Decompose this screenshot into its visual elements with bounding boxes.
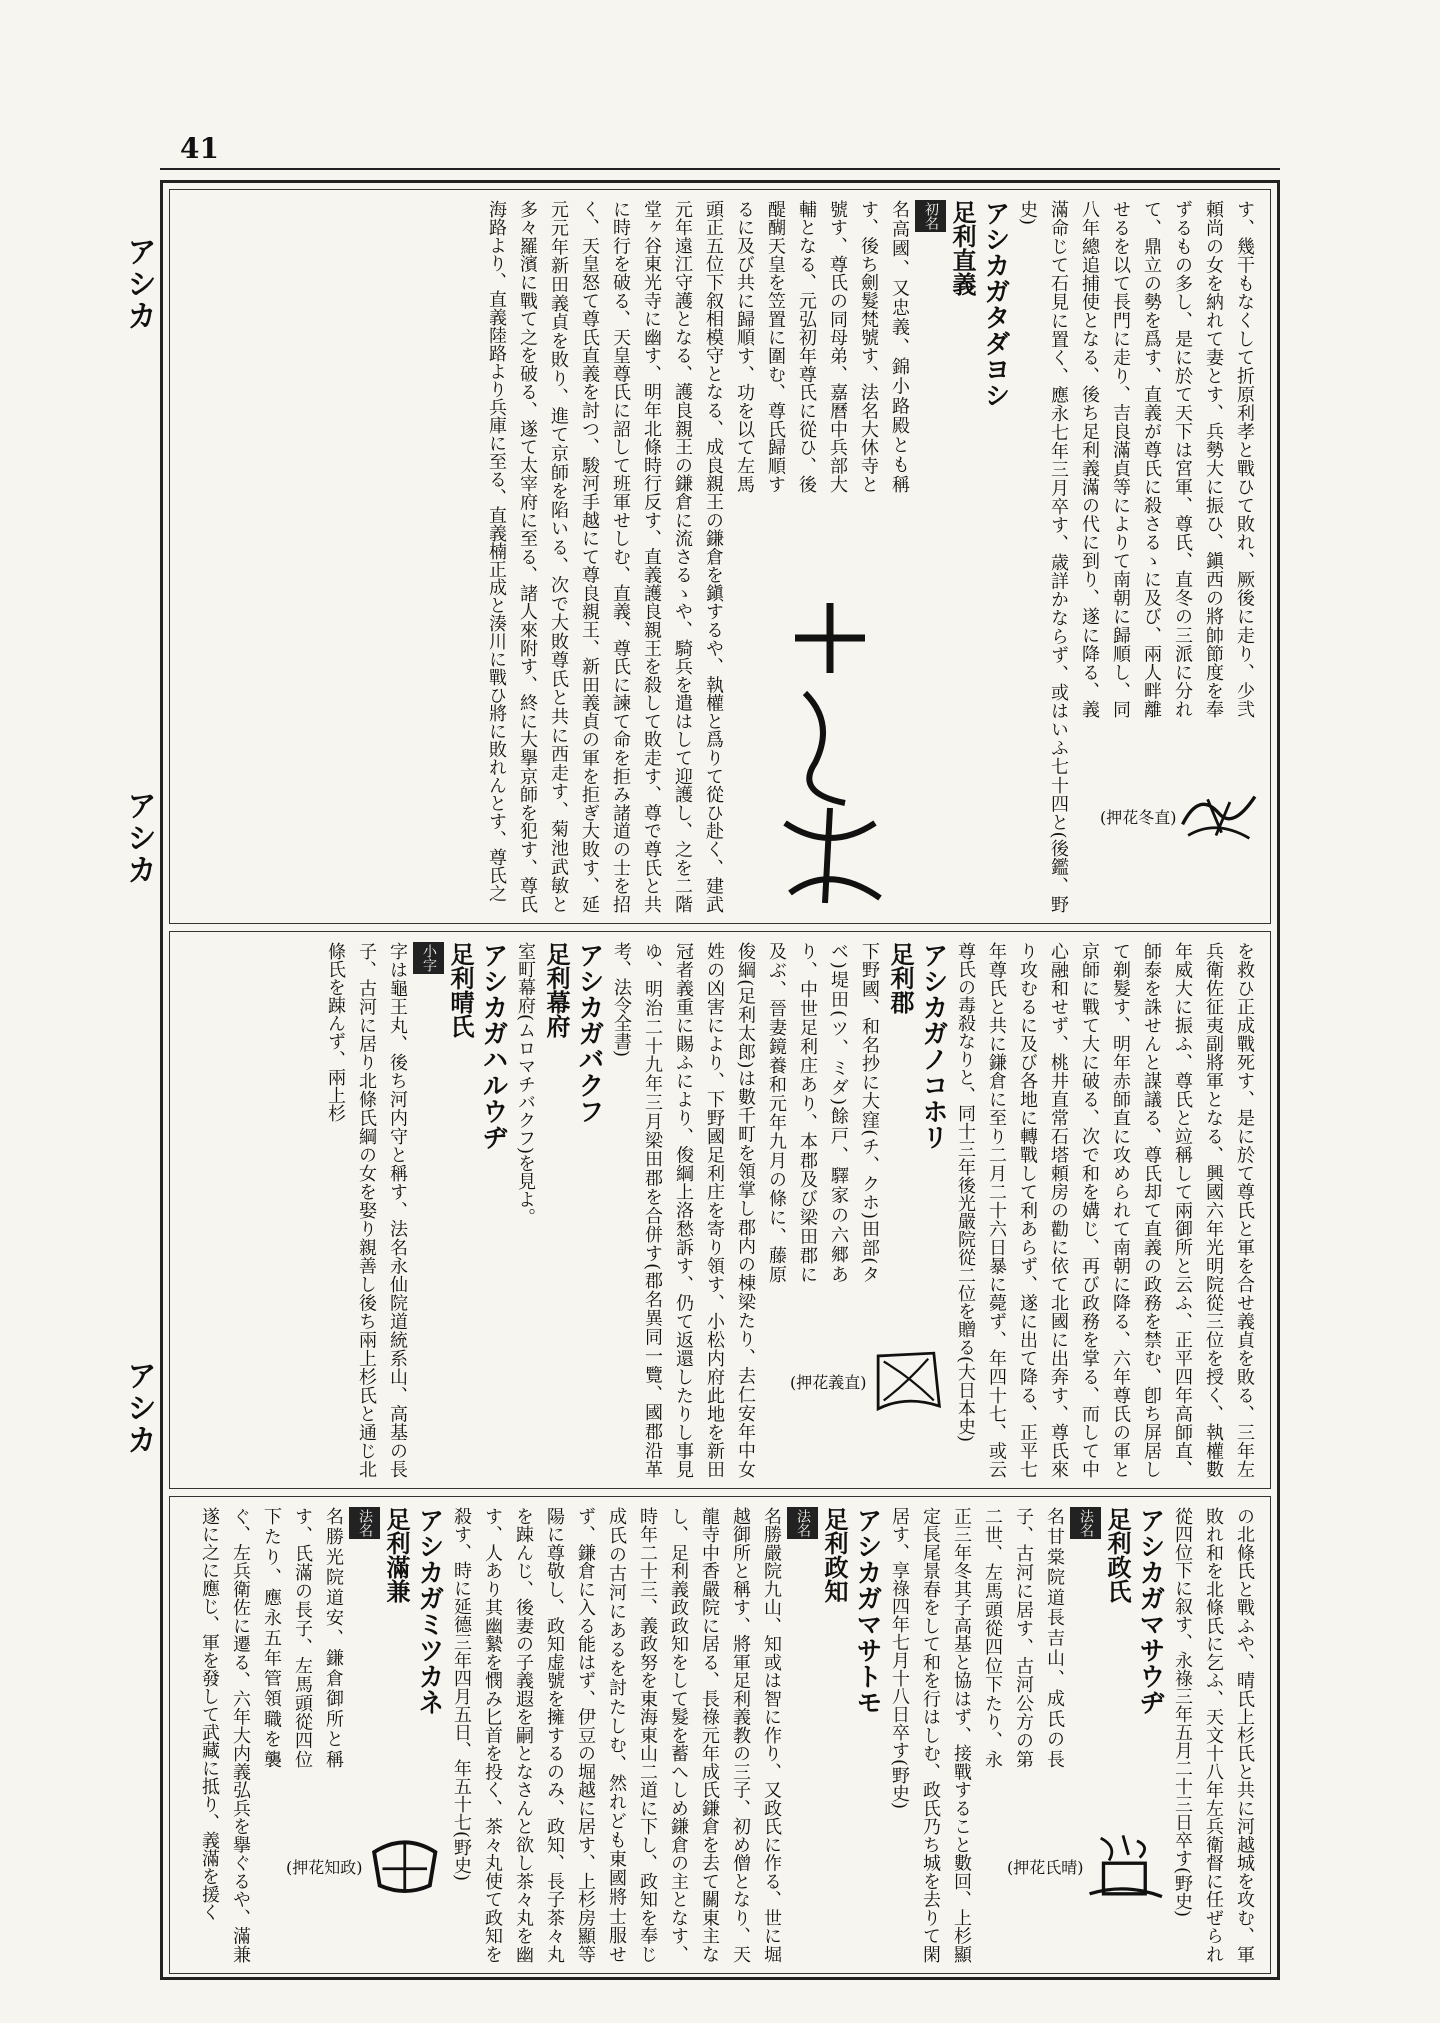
seal-masatomo [286,1778,446,1953]
paragraph: の北條氏と戰ふや、晴氏上杉氏と共に河越城を攻む、軍敗れ和を北條氏に乞ふ、天文十八年左兵衛督に任ぜられ從四位下に叙す、永祿三年五月二十三日卒す(野史) [1172,1507,1255,1963]
entry-tag-line [787,1507,819,1963]
seal-naofuyu [1100,728,1260,903]
entry-tag: 初名 [915,200,946,232]
entry-name: 足利滿兼 [382,1507,411,1603]
calligraphy-icon [755,593,905,913]
seal-caption: (押花氏晴) [1007,1858,1084,1877]
entry-name: 足利政氏 [1103,1507,1132,1603]
entry-tag: 法名 [787,1507,818,1539]
entry-tag-line [915,200,947,913]
paragraph: 下野國、和名抄に大窪(チ、クホ)田部(タベ)堤田(ツ、ミダ)餘戸、驛家の六郷あり、中世足利庄あり、本郡及び梁田郡に及ぶ、晉妻鏡養和元年九月の條に、藤原俊綱(足利太郎)は數千町を領掌し郡内の棟梁たり、去仁安年中女姓の凶害により、下野國足利庄を寄り領す、小松内府此地を新田冠者義重に賜ふにより、俊綱上洛愁訴す、仍て返還したりし事見ゆ、明治二十九年三月梁田郡を合併す(郡名異同一覽、國郡沿革考、法令全書) [611,942,880,1478]
entry-heading: アシカガバクフ [574,942,604,1124]
kao-signature-icon [867,1316,951,1446]
band-middle-text [180,942,1260,1478]
entry-tag: 法名 [349,1507,380,1539]
side-label-2: アシカ [121,790,156,886]
band-middle [169,931,1271,1489]
band-bottom-text [180,1507,1260,1963]
entry-heading: アシカガハルウヂ [478,942,508,1150]
entry-name: 足利郡 [886,942,915,1014]
kao-signature-icon [1084,1801,1168,1931]
paragraph: 字は龜王丸、後ち河内守と稱す、法名永仙院道統系山、高基の長子、古河に居り北條氏綱の女を娶り親善し後ち兩上杉氏と通じ北條氏を踈んず、兩上杉 [325,942,408,1478]
page-number: 41 [180,132,219,165]
entry-tag: 法名 [1070,1507,1101,1539]
seal-caption: (押花知政) [286,1858,363,1877]
seal-caption: (押花冬直) [1100,808,1177,827]
paragraph: を救ひ正成戰死す、是に於て尊氏と軍を合せ義貞を敗る、三年左兵衛佐征夷副將軍となる、興國六年光明院從三位を授く、執權數年威大に振ふ、尊氏と竝稱して兩御所と云ふ、正平四年高師直、師泰を誅せんと謀議る、尊氏却て直義の政務を禁む、卽ち屏居して剃髮す、明年赤師直に攻められて南朝に降る、六年尊氏の軍と京師に戰て大に破る、次で和を媾じ、再び政務を掌る、而して中心融和せず、桃井直常石塔頼房の勸に依て北國に出奔す、尊氏來り攻むるに及び各地に轉戰して利あらず、遂に出て降る、正平七年尊氏と共に鎌倉に至り二月二十六日暴に薨ず、年四十七、或云尊氏の毒殺なりと、同十三年後光嚴院從二位を贈る(大日本史) [955,942,1255,1478]
entry-heading: アシカガマサウヂ [1135,1507,1165,1715]
paragraph: 名高國、又忠義、錦小路殿とも稱す、後ち劍髮梵號す、法名大休寺と號す、尊氏の同母弟、嘉曆中兵部大輔となる、元弘初年尊氏に從ひ、後醍醐天皇を笠置に圍む、尊氏歸順するに及び共に歸順す、功を以て左馬頭正五位下叙相模守となる、成良親王の鎌倉を鎭するや、執權と爲りて從ひ赴く、建武元年遠江守護となる、護良親王の鎌倉に流さるゝや、騎兵を遣はして迎護し、之を二階堂ヶ谷東光寺に幽す、明年北條時行反す、直義護良親王を殺して敗走す、尊で尊氏と共に時行を破る、天皇尊氏に詔して班軍せしむ、直義、尊氏に諫て命を拒み諸道の士を招く、天皇怒て尊氏直義を討つ、駿河手越にて尊良親王、新田義貞の軍を拒ぎ大敗す、延元元年新田義貞を敗り、進て京師を陷いる、次で大敗尊氏と共に西走す、菊池武敏と多々羅濱に戰て之を破る、遂て太宰府に至る、諸人來附す、終に大擧京師を犯す、尊氏海路より、直義陸路より兵庫に至る、直義楠正成と湊川に戰ひ將に敗れんとす、尊氏之 [486,200,910,913]
kao-signature-icon [363,1801,447,1931]
paragraph: 名甘棠院道長吉山、成氏の長子、古河に居す、古河公方の第二世、左馬頭從四位下たり、永正三年冬其子高基と協はず、接戰すること數回、上杉顯定長尾景春をして和を行はしむ、政氏乃ち城を去りて閑居す、享祿四年七月十八日卒す(野史) [889,1507,1065,1963]
band-top [169,189,1271,924]
entry-heading: アシカガマサトモ [852,1507,882,1715]
side-label-3: アシカ [121,1360,156,1456]
page-frame [160,180,1280,1980]
paragraph: す、幾干もなくして折原利孝と戰ひて敗れ、厥後に走り、少弐頼尚の女を納れて妻とす、兵勢大に振ひ、鎭西の將帥節度を奉ずるもの多し、是に於て天下は宮軍、尊氏、直冬の三派に分れて、鼎立の勢を爲す、直義が尊氏に殺さるゝに及び、兩人畔離せるを以て長門に走り、吉良滿貞等によりて南朝に歸順し、同八年總追捕使となる、後ち足利義滿の代に到り、遂に降る、義滿命じて石見に置く、應永七年三月卒す、歳詳かならず、或はいふ七十四と(後鑑、野史) [1017,200,1255,913]
seal-tadayoshi [790,1293,950,1468]
kao-signature-icon [1177,751,1261,881]
paragraph: 名勝嚴院九山、知或は智に作り、又政氏に作る、世に堀越御所と稱す、將軍足利義教の三子、初め僧となり、天龍寺中香嚴院に居る、長祿元年成氏鎌倉を去て關東主なし、足利義政政知をして髮を蓄へしめ鎌倉の主となす、時年二十三、義政努を東海東山二道に下し、政知を奉じ成氏の古河にあるを討たしむ、然れども東國將士服せず、鎌倉に入る能はず、伊豆の堀越に居す、上杉房顯等陽に尊敬し、政知虚號を擁するのみ、政知、長子茶々丸を踈んじ、後妻の子義遐を嗣となさんと欲し茶々丸を幽す、人あり其幽縶を憫み匕首を投く、茶々丸使て政知を殺す、時に延德三年四月五日、年五十七(野史) [451,1507,782,1963]
entry-tag-line [413,942,445,1478]
seal-caption: (押花義直) [790,1373,867,1392]
entry-heading: アシカガノコホリ [918,942,948,1150]
seal-haruuji [1007,1778,1167,1953]
entry-heading: アシカガミツカネ [414,1507,444,1715]
paragraph: 名勝光院道安、鎌倉御所と稱す、氏滿の長子、左馬頭從四位下たり、應永五年管領職を襲ぐ、左兵衛佐に遷る、六年大内義弘兵を擧ぐるや、滿兼遂に之に應じ、軍を發して武藏に抵り、義滿を援く [199,1507,344,1963]
entry-name: 足利直義 [948,200,977,296]
entry-tag: 小字 [413,942,444,974]
calligraphy-image [755,593,905,913]
entry-heading: アシカガタダヨシ [980,200,1010,408]
side-label-1: アシカ [121,236,156,332]
paragraph: 室町幕府(ムロマチバクフ)を見よ。 [515,942,536,1227]
entry-name: 足利政知 [820,1507,849,1603]
band-top-text [180,200,1260,913]
entry-name: 足利晴氏 [446,942,475,1038]
entry-name: 足利幕府 [542,942,571,1038]
band-bottom [169,1496,1271,1974]
header-rule [160,168,1280,170]
